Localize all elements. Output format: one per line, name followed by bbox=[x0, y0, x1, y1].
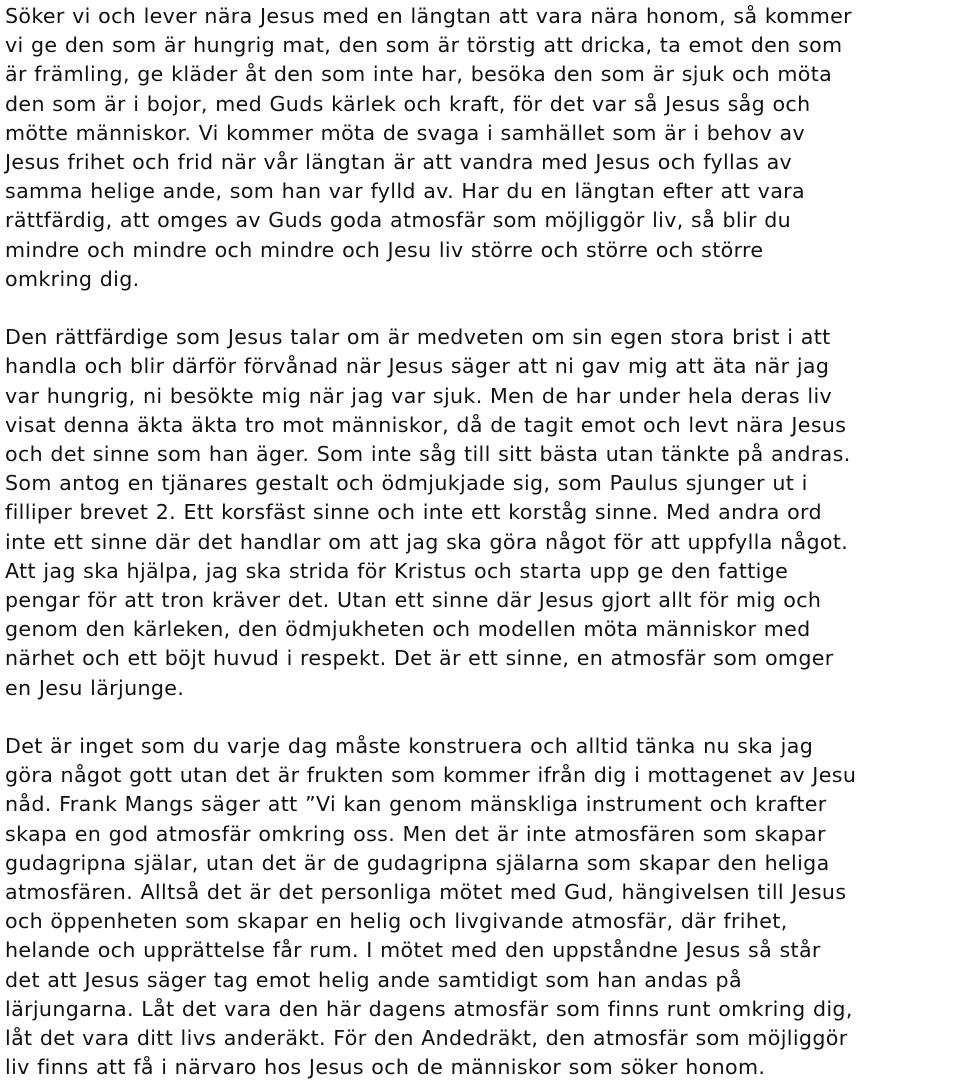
paragraph-1: Söker vi och lever nära Jesus med en längtan att vara nära honom, så kommer vi ge den som är hungrig mat, den som är törstig att dricka, ta emot den som är främling, ge kläder åt den som inte har, besöka den som är sjuk och möta den som är i bojor, med Guds kärlek och kraft, för det var så Jesus såg och mötte människor. Vi kommer möta de svaga i samhället som är i behov av Jesus frihet och frid när vår längtan är att vandra med Jesus och fyllas av samma helige ande, som han var fylld av. Har du en längtan efter att vara rättfärdig, att omges av Guds goda atmosfär som möjliggör liv, så blir du mindre och mindre och mindre och Jesu liv större och större och större omkring dig. bbox=[5, 4, 852, 291]
paragraph-3: Det är inget som du varje dag måste konstruera och alltid tänka nu ska jag göra något gott utan det är frukten som kommer ifrån dig i mottagenet av Jesu nåd. Frank Mangs säger att ”Vi kan genom mänskliga instrument och krafter skapa en god atmosfär omkring oss. Men det är inte atmosfären som skapar gudagripna själar, utan det är de gudagripna själarna som skapar den heliga atmosfären. Alltså det är det personliga mötet med Gud, hängivelsen till Jesus och öppenheten som skapar en helig och livgivande atmosfär, där frihet, helande och upprättelse får rum. I mötet med den uppståndne Jesus så står det att Jesus säger tag emot helig ande samtidigt som han andas på lärjungarna. Låt det vara den här dagens atmosfär som finns runt omkring dig, låt det vara ditt livs anderäkt. För den Andedräkt, den atmosfär som möjliggör liv finns att få i närvaro hos Jesus och de människor som söker honom. bbox=[5, 734, 857, 1080]
paragraph-2: Den rättfärdige som Jesus talar om är medveten om sin egen stora brist i att handla och blir därför förvånad när Jesus säger att ni gav mig att äta när jag var hungrig, ni besökte mig när jag var sjuk. Men de har under hela deras liv visat denna äkta äkta tro mot människor, då de tagit emot och levt nära Jesus och det sinne som han äger. Som inte såg till sitt bästa utan tänkte på andras. Som antog en tjänares gestalt och ödmjukjade sig, som Paulus sjunger ut i filliper brevet 2. Ett korsfäst sinne och inte ett korståg sinne. Med andra ord inte ett sinne där det handlar om att jag ska göra något för att uppfylla något. Att jag ska hjälpa, jag ska strida för Kristus och starta upp ge den fattige pengar för att tron kräver det. Utan ett sinne där Jesus gjort allt för mig och genom den kärleken, den ödmjukheten och modellen möta människor med närhet och ett böjt huvud i respekt. Det är ett sinne, en atmosfär som omger en Jesu lärjunge. bbox=[5, 325, 851, 700]
